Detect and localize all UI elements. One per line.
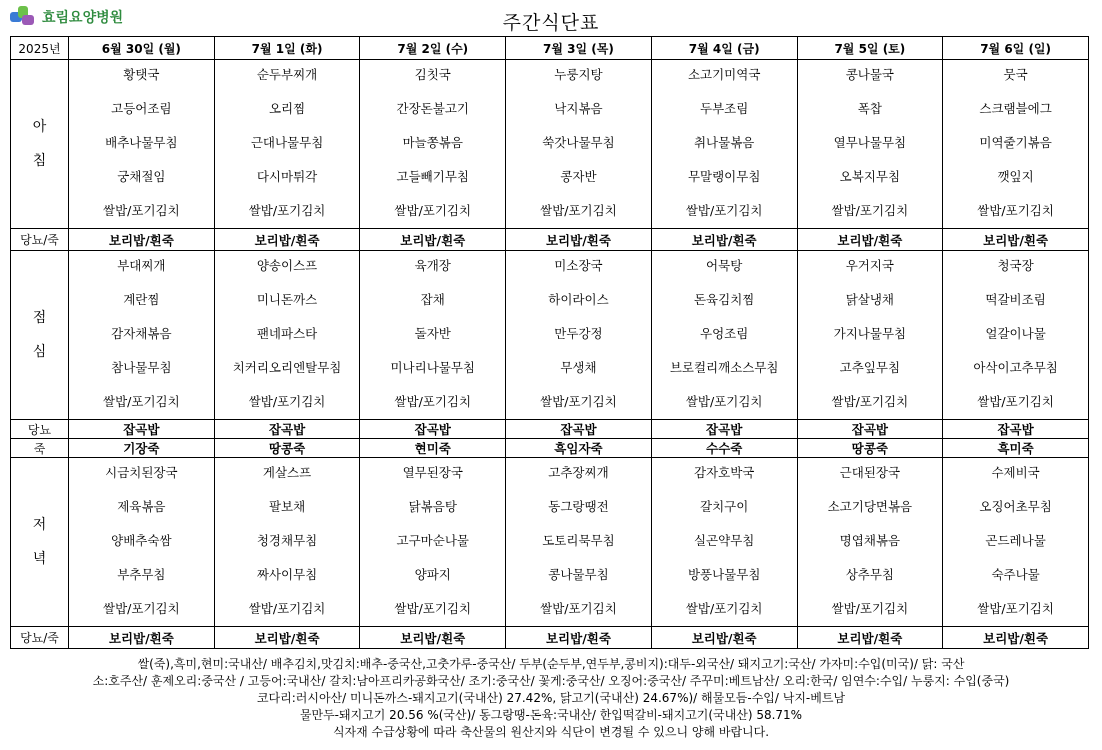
dinner-diet-cell: 보리밥/흰죽: [69, 627, 215, 649]
menu-item: 미소장국: [554, 258, 603, 273]
menu-item: 고추잎무침: [839, 360, 901, 375]
menu-item: 깻잎지: [997, 169, 1034, 184]
breakfast-day-6: [943, 60, 1089, 229]
menu-item: 다시마튀각: [256, 169, 318, 184]
origin-notice: [0, 656, 1102, 741]
menu-item: 양배추숙쌈: [111, 533, 172, 548]
page-header: [0, 0, 1102, 36]
menu-item: 소고기당면볶음: [827, 499, 913, 514]
menu-item: 쌀밥/포기김치: [685, 394, 763, 409]
menu-item: 쌀밥/포기김치: [394, 601, 472, 616]
dinner-day-4: [651, 458, 797, 627]
lunch-day-2: [360, 251, 506, 420]
menu-item: 쌀밥/포기김치: [540, 394, 617, 409]
breakfast-label: [11, 60, 69, 229]
menu-item: 콩나물무침: [548, 567, 609, 582]
dinner-diet-cell: 보리밥/흰죽: [214, 627, 360, 649]
menu-item: 어묵탕: [706, 258, 743, 273]
menu-item: 취나물볶음: [693, 135, 755, 150]
menu-item: 육개장: [414, 258, 451, 273]
lunch-diabetes-cell: 잡곡밥: [214, 420, 360, 439]
menu-item: 청경채무침: [256, 533, 318, 548]
menu-item: 마늘쫑볶음: [402, 135, 463, 150]
menu-item: 얼갈이나물: [985, 326, 1046, 341]
menu-item: 계란찜: [123, 292, 160, 307]
menu-item: 김칫국: [414, 67, 451, 82]
dinner-diet-cell: 보리밥/흰죽: [651, 627, 797, 649]
origin-notice-line: 식자재 수급상황에 따라 축산물의 원산지와 식단이 변경될 수 있으니 양해 바랍니다.: [332, 725, 770, 739]
menu-item: 근대나물무침: [250, 135, 324, 150]
menu-item: 미역줄기볶음: [979, 135, 1052, 150]
menu-item: 짜사이무침: [256, 567, 318, 582]
menu-item: 양송이스프: [256, 258, 318, 273]
lunch-day-3: [506, 251, 652, 420]
breakfast-diet-cell: 보리밥/흰죽: [506, 229, 652, 251]
dinner-diet-cell: 보리밥/흰죽: [360, 627, 506, 649]
origin-notice-line: 코다리:러시아산/ 미니돈까스-돼지고기(국내산) 27.42%, 닭고기(국내산) 24.67%)/ 해물모듬-수입/ 낙지-베트남: [256, 691, 846, 705]
lunch-label-char: 점: [32, 310, 47, 326]
menu-item: 쌀밥/포기김치: [248, 394, 326, 409]
lunch-day-1: [214, 251, 360, 420]
lunch-label-char: 심: [32, 344, 47, 360]
dinner-diet-label: 당뇨/죽: [11, 627, 69, 649]
menu-item: 아삭이고추무침: [973, 360, 1058, 375]
lunch-label: [11, 251, 69, 420]
menu-item: 쑥갓나물무침: [542, 135, 615, 150]
menu-item: 쌀밥/포기김치: [103, 203, 180, 218]
dinner-label-char: 저: [32, 517, 47, 533]
dinner-day-5: [797, 458, 943, 627]
menu-item: 열무된장국: [402, 465, 463, 480]
hospital-name: 효림요양병원: [42, 10, 124, 26]
menu-item: 감자채볶음: [111, 326, 172, 341]
menu-item: 간장돈불고기: [396, 101, 469, 116]
menu-item: 쌀밥/포기김치: [831, 601, 909, 616]
dinner-day-1: [214, 458, 360, 627]
menu-item: 뭇국: [1003, 67, 1028, 82]
menu-item: 쌀밥/포기김치: [103, 601, 180, 616]
breakfast-day-1: [214, 60, 360, 229]
menu-item: 우거지국: [845, 258, 895, 273]
menu-item: 우엉조림: [700, 326, 749, 341]
menu-item: 갈치구이: [700, 499, 749, 514]
menu-item: 고등어조림: [111, 101, 172, 116]
day-header-4: 7월 4일 (금): [651, 37, 797, 60]
lunch-porridge-row: [11, 439, 1089, 458]
dinner-day-6: [943, 458, 1089, 627]
breakfast-day-2: [360, 60, 506, 229]
menu-item: 닭볶음탕: [408, 499, 457, 514]
menu-item: 돈육김치찜: [693, 292, 755, 307]
menu-item: 방풍나물무침: [687, 567, 761, 582]
menu-item: 닭살냉채: [845, 292, 895, 307]
dinner-label-char: 녁: [32, 551, 47, 567]
day-header-3: 7월 3일 (목): [506, 37, 652, 60]
menu-item: 떡갈비조림: [985, 292, 1046, 307]
menu-item: 쌀밥/포기김치: [540, 601, 617, 616]
dinner-label: [11, 458, 69, 627]
dinner-diet-row: [11, 627, 1089, 649]
menu-item: 배추나물무침: [105, 135, 178, 150]
breakfast-diet-cell: 보리밥/흰죽: [69, 229, 215, 251]
day-header-0: 6월 30일 (월): [69, 37, 215, 60]
lunch-diabetes-cell: 잡곡밥: [506, 420, 652, 439]
breakfast-day-0: [69, 60, 215, 229]
menu-item: 만두강정: [554, 326, 603, 341]
lunch-diabetes-cell: 잡곡밥: [360, 420, 506, 439]
menu-item: 쌀밥/포기김치: [248, 601, 326, 616]
menu-item: 쌀밥/포기김치: [977, 203, 1054, 218]
menu-item: 미니돈까스: [256, 292, 318, 307]
menu-item: 궁채절임: [117, 169, 166, 184]
menu-item: 하이라이스: [548, 292, 609, 307]
menu-item: 콩자반: [560, 169, 597, 184]
menu-item: 팬네파스타: [256, 326, 318, 341]
menu-item: 황탯국: [123, 67, 160, 82]
dinner-day-0: [69, 458, 215, 627]
breakfast-diet-cell: 보리밥/흰죽: [214, 229, 360, 251]
breakfast-diet-cell: 보리밥/흰죽: [651, 229, 797, 251]
dinner-diet-cell: 보리밥/흰죽: [943, 627, 1089, 649]
menu-item: 청국장: [997, 258, 1034, 273]
menu-item: 소고기미역국: [687, 67, 761, 82]
breakfast-diet-cell: 보리밥/흰죽: [797, 229, 943, 251]
menu-item: 돌자반: [414, 326, 451, 341]
menu-item: 명엽채볶음: [839, 533, 901, 548]
menu-item: 브로컬리깨소스무침: [669, 360, 779, 375]
lunch-porridge-cell: 기장죽: [69, 439, 215, 458]
menu-item: 감자호박국: [693, 465, 755, 480]
menu-item: 오징어초무침: [979, 499, 1052, 514]
menu-item: 수제비국: [991, 465, 1040, 480]
menu-item: 무말랭이무침: [687, 169, 761, 184]
lunch-porridge-cell: 수수죽: [651, 439, 797, 458]
breakfast-diet-label: 당뇨/죽: [11, 229, 69, 251]
lunch-diabetes-label: 당뇨: [11, 420, 69, 439]
dinner-day-3: [506, 458, 652, 627]
menu-item: 쌀밥/포기김치: [831, 394, 909, 409]
lunch-porridge-cell: 흑임자죽: [506, 439, 652, 458]
menu-item: 제육볶음: [117, 499, 166, 514]
lunch-porridge-cell: 흑미죽: [943, 439, 1089, 458]
lunch-day-6: [943, 251, 1089, 420]
menu-item: 가지나물무침: [833, 326, 907, 341]
menu-item: 쌀밥/포기김치: [685, 203, 763, 218]
menu-item: 팔보채: [268, 499, 306, 514]
lunch-diabetes-cell: 잡곡밥: [651, 420, 797, 439]
day-header-1: 7월 1일 (화): [214, 37, 360, 60]
dinner-row: [11, 458, 1089, 627]
lunch-porridge-cell: 땅콩죽: [797, 439, 943, 458]
breakfast-day-5: [797, 60, 943, 229]
breakfast-day-3: [506, 60, 652, 229]
menu-item: 두부조림: [700, 101, 749, 116]
lunch-diabetes-cell: 잡곡밥: [69, 420, 215, 439]
menu-item: 게살스프: [262, 465, 312, 480]
menu-item: 스크램블에그: [979, 101, 1052, 116]
menu-item: 고추장찌개: [548, 465, 609, 480]
lunch-porridge-cell: 현미죽: [360, 439, 506, 458]
lunch-porridge-label: 죽: [11, 439, 69, 458]
menu-item: 시금치된장국: [105, 465, 178, 480]
menu-item: 도토리묵무침: [542, 533, 615, 548]
menu-item: 쌀밥/포기김치: [540, 203, 617, 218]
menu-item: 쌀밥/포기김치: [394, 394, 472, 409]
menu-item: 근대된장국: [839, 465, 901, 480]
lunch-porridge-cell: 땅콩죽: [214, 439, 360, 458]
menu-item: 무생채: [560, 360, 597, 375]
menu-item: 열무나물무침: [833, 135, 907, 150]
breakfast-diet-cell: 보리밥/흰죽: [360, 229, 506, 251]
menu-item: 폭찹: [857, 101, 882, 116]
breakfast-label-char: 침: [32, 153, 47, 169]
lunch-diabetes-row: [11, 420, 1089, 439]
menu-item: 참나물무침: [111, 360, 172, 375]
menu-item: 치커리오리엔탈무침: [232, 360, 342, 375]
table-header-row: [11, 37, 1089, 60]
menu-item: 부추무침: [117, 567, 166, 582]
menu-item: 양파지: [414, 567, 451, 582]
menu-item: 쌀밥/포기김치: [248, 203, 326, 218]
year-cell: 2025년: [11, 37, 69, 60]
menu-item: 상추무침: [845, 567, 895, 582]
menu-item: 쌀밥/포기김치: [977, 601, 1054, 616]
dinner-day-2: [360, 458, 506, 627]
page-title: 주간식단표: [502, 12, 600, 34]
menu-item: 쌀밥/포기김치: [977, 394, 1054, 409]
breakfast-diet-row: [11, 229, 1089, 251]
breakfast-row: [11, 60, 1089, 229]
origin-notice-line: 쌀(죽),흑미,현미:국내산/ 배추김치,맛김치:배추-중국산,고춧가루-중국산/ 두부(순두부,연두부,콩비지):대두-외국산/ 돼지고기:국산/ 가자미:수입(미국)/ 닭: 국산: [137, 657, 965, 671]
lunch-day-4: [651, 251, 797, 420]
lunch-diabetes-cell: 잡곡밥: [797, 420, 943, 439]
menu-item: 누룽지탕: [554, 67, 603, 82]
menu-item: 부대찌개: [117, 258, 166, 273]
menu-item: 미나리나물무침: [390, 360, 476, 375]
origin-notice-line: 물만두-돼지고기 20.56 %(국산)/ 동그랑땡-돈육:국내산/ 한입떡갈비-돼지고기(국내산) 58.71%: [299, 708, 803, 722]
lunch-diabetes-cell: 잡곡밥: [943, 420, 1089, 439]
menu-item: 동그랑땡전: [548, 499, 609, 514]
menu-item: 잡채: [420, 292, 445, 307]
origin-notice-line: 소:호주산/ 훈제오리:중국산 / 고등어:국내산/ 갈치:남아프리카공화국산/ 조기:중국산/ 꽃게:중국산/ 오징어:중국산/ 주꾸미:베트남산/ 오리:한국/ 임연수:수입/ 누룽지: 수입(중국): [92, 674, 1010, 688]
lunch-row: [11, 251, 1089, 420]
menu-item: 실곤약무침: [693, 533, 755, 548]
menu-item: 고들빼기무침: [396, 169, 469, 184]
day-header-6: 7월 6일 (일): [943, 37, 1089, 60]
breakfast-label-char: 아: [32, 119, 47, 135]
menu-item: 오복지무침: [839, 169, 901, 184]
breakfast-diet-cell: 보리밥/흰죽: [943, 229, 1089, 251]
dinner-diet-cell: 보리밥/흰죽: [797, 627, 943, 649]
menu-item: 쌀밥/포기김치: [831, 203, 909, 218]
menu-item: 낙지볶음: [554, 101, 603, 116]
lunch-day-0: [69, 251, 215, 420]
menu-item: 오리찜: [268, 101, 306, 116]
menu-item: 콩나물국: [845, 67, 895, 82]
menu-item: 곤드레나물: [985, 533, 1046, 548]
lunch-day-5: [797, 251, 943, 420]
menu-item: 쌀밥/포기김치: [685, 601, 763, 616]
menu-item: 순두부찌개: [256, 67, 318, 82]
menu-item: 쌀밥/포기김치: [394, 203, 472, 218]
dinner-diet-cell: 보리밥/흰죽: [506, 627, 652, 649]
weekly-menu-table: [10, 36, 1089, 649]
menu-item: 고구마순나물: [396, 533, 469, 548]
day-header-5: 7월 5일 (토): [797, 37, 943, 60]
breakfast-day-4: [651, 60, 797, 229]
menu-item: 쌀밥/포기김치: [103, 394, 180, 409]
day-header-2: 7월 2일 (수): [360, 37, 506, 60]
menu-item: 숙주나물: [991, 567, 1040, 582]
